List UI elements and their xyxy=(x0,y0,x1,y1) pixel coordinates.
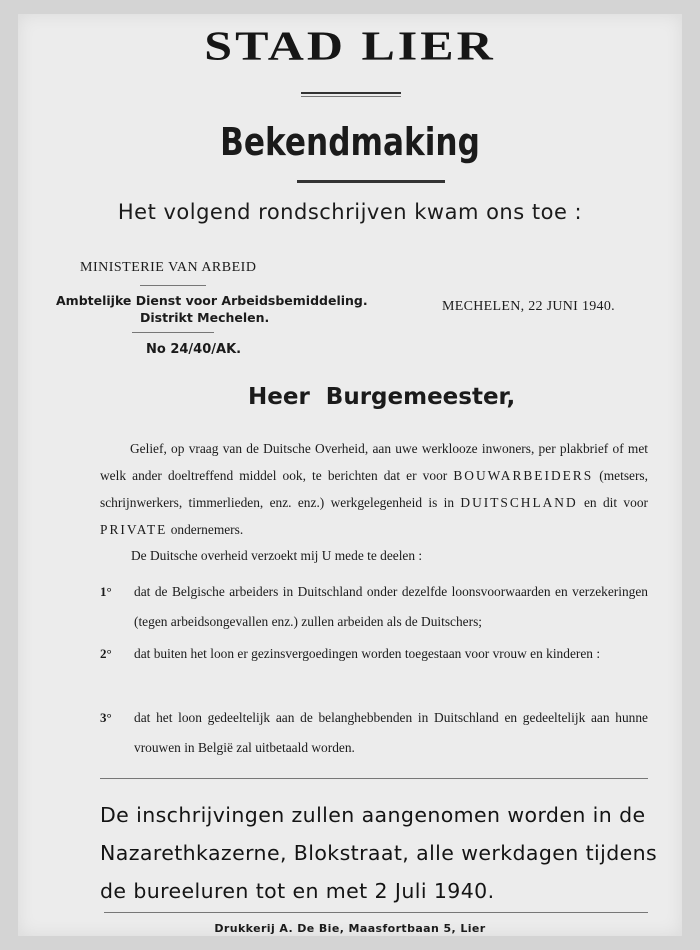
item-3-number: 3° xyxy=(100,710,112,725)
intro-line: Het volgend rondschrijven kwam ons toe : xyxy=(117,200,583,224)
item-2-number: 2° xyxy=(100,646,112,661)
emphasis-duitschland: DUITSCHLAND xyxy=(460,495,578,510)
item-1-number: 1° xyxy=(100,584,112,599)
notice-heading: Bekendmaking xyxy=(220,120,480,164)
paragraph-1-part2: (metsers, schrijnwerkers, timmerlieden, enz. enz.) werkgelegenheid is in xyxy=(100,468,648,510)
city-title: STAD LIER xyxy=(204,22,496,69)
notice-divider xyxy=(100,778,648,779)
paragraph-1-part1: Gelief, op vraag van de Duitsche Overheid, aan uwe werklooze inwoners, per plakbrief of met welk ander doeltreffend middel ook, te berichten dat er voor xyxy=(100,441,648,483)
announcement-poster xyxy=(18,14,682,936)
service-line-1: Ambtelijke Dienst voor Arbeidsbemiddeling. xyxy=(56,293,368,308)
item-2-text: dat buiten het loon er gezinsvergoedingen worden toegestaan voor vrouw en kinderen : xyxy=(134,646,601,661)
emphasis-bouwarbeiders: BOUWARBEIDERS xyxy=(453,468,594,483)
service-divider xyxy=(132,332,214,333)
ministry-divider xyxy=(140,285,206,286)
printer-credit: Drukkerij A. De Bie, Maasfortbaan 5, Lier xyxy=(214,922,486,935)
service-line-2: Distrikt Mechelen. xyxy=(140,310,270,325)
heading-underline xyxy=(297,180,445,183)
emphasis-private: PRIVATE xyxy=(100,522,168,537)
place-date: MECHELEN, 22 JUNI 1940. xyxy=(442,299,615,314)
salutation: Heer Burgemeester, xyxy=(248,384,516,410)
reference-number: No 24/40/AK. xyxy=(146,342,242,357)
ministry-name: MINISTERIE VAN ARBEID xyxy=(80,260,257,275)
item-3-text: dat het loon gedeeltelijk aan de belanghebbenden in Duitschland en gedeeltelijk aan hunne vrouwen in België zal uitbetaald worden. xyxy=(134,710,648,755)
title-underline xyxy=(301,92,401,94)
item-1-text: dat de Belgische arbeiders in Duitschland onder dezelfde loonsvoorwaarden en verzekeringen (tegen arbeidsongevallen enz.) zullen arbeiden als de Duitschers; xyxy=(134,584,648,629)
title-underline-thin xyxy=(301,96,401,97)
footer-divider xyxy=(104,912,648,913)
paragraph-1-part3: en dit voor xyxy=(583,495,648,510)
registration-notice: De inschrijvingen zullen aangenomen worden in de Nazarethkazerne, Blokstraat, alle werkdagen tijdens de bureeluren tot en met 2 Juli 1940. xyxy=(100,803,658,903)
paragraph-2: De Duitsche overheid verzoekt mij U mede te deelen : xyxy=(131,548,423,563)
paragraph-1 xyxy=(100,435,648,543)
paragraph-1-part4: ondernemers. xyxy=(170,522,244,537)
